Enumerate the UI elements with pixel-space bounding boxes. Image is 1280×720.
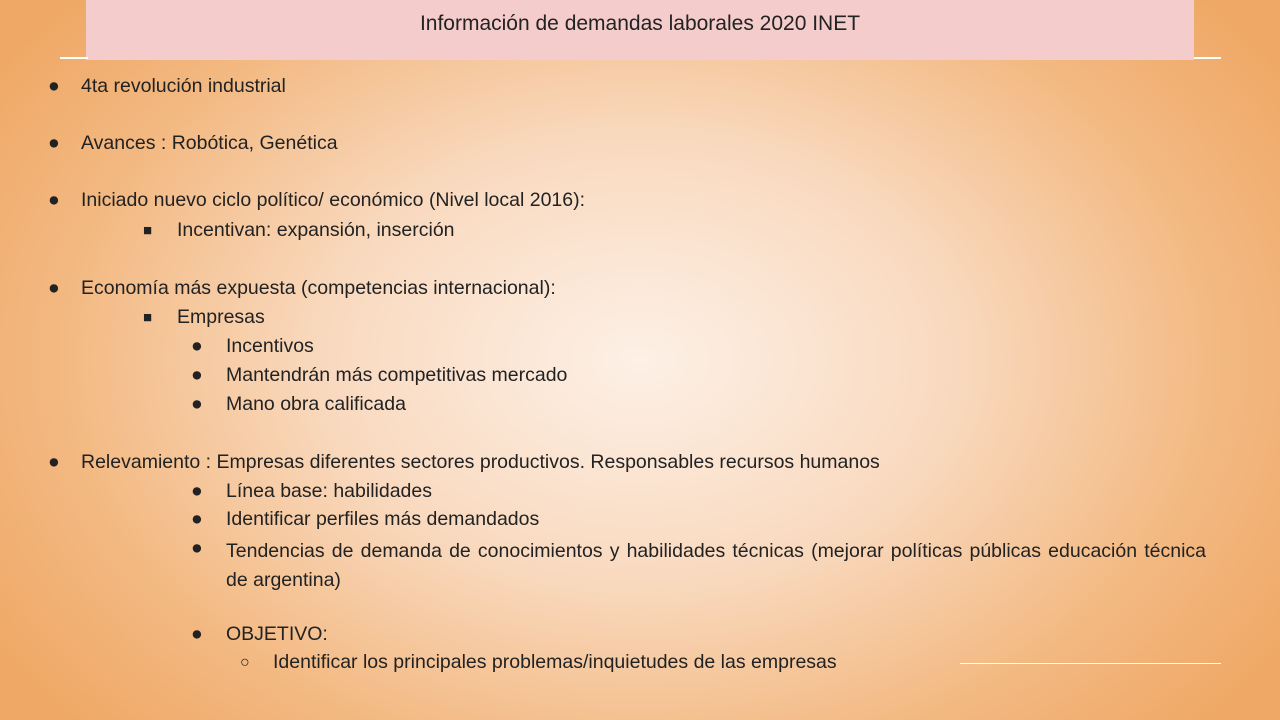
bullet-disc-icon: ● bbox=[48, 75, 60, 97]
bullet-disc-icon: ● bbox=[48, 189, 60, 211]
bullet-disc-icon: ● bbox=[191, 508, 203, 530]
bullet-disc-icon: ● bbox=[191, 623, 203, 645]
list-item: OBJETIVO: bbox=[226, 623, 328, 645]
list-item: Iniciado nuevo ciclo político/ económico (Nivel local 2016): bbox=[81, 189, 586, 211]
bullet-disc-icon: ● bbox=[48, 132, 60, 154]
list-item: Economía más expuesta (competencias internacional): bbox=[81, 277, 556, 299]
title-bar bbox=[86, 0, 1194, 60]
list-item: Mano obra calificada bbox=[226, 393, 406, 415]
list-item: 4ta revolución industrial bbox=[81, 75, 286, 97]
bullet-square-icon: ■ bbox=[143, 309, 153, 326]
bullet-circle-icon: ○ bbox=[240, 654, 250, 671]
bullet-disc-icon: ● bbox=[191, 393, 203, 415]
list-item: Identificar perfiles más demandados bbox=[226, 508, 540, 530]
title-rule-left bbox=[60, 57, 88, 59]
bullet-disc-icon: ● bbox=[191, 335, 203, 357]
list-item: Incentivan: expansión, inserción bbox=[177, 219, 455, 241]
bottom-rule bbox=[960, 663, 1221, 664]
list-item: Empresas bbox=[177, 306, 265, 328]
bullet-disc-icon: ● bbox=[48, 451, 60, 473]
bullet-disc-icon: ● bbox=[191, 480, 203, 502]
bullet-square-icon: ■ bbox=[143, 222, 153, 239]
bullet-disc-icon: ● bbox=[191, 364, 203, 386]
list-item: Mantendrán más competitivas mercado bbox=[226, 364, 568, 386]
bullet-disc-icon: ● bbox=[48, 277, 60, 299]
list-item: Identificar los principales problemas/inquietudes de las empresas bbox=[273, 651, 837, 673]
list-item: Relevamiento : Empresas diferentes sectores productivos. Responsables recursos humanos bbox=[81, 451, 880, 473]
title-rule-right bbox=[1194, 57, 1221, 59]
list-item: Línea base: habilidades bbox=[226, 480, 432, 502]
bullet-disc-icon: ● bbox=[191, 537, 203, 559]
list-item: Avances : Robótica, Genética bbox=[81, 132, 338, 154]
list-item: Incentivos bbox=[226, 335, 314, 357]
slide-title: Información de demandas laborales 2020 INET bbox=[419, 12, 861, 35]
list-item: Tendencias de demanda de conocimientos y habilidades técnicas (mejorar políticas públicas educación técnica de argentina) bbox=[226, 540, 1206, 591]
